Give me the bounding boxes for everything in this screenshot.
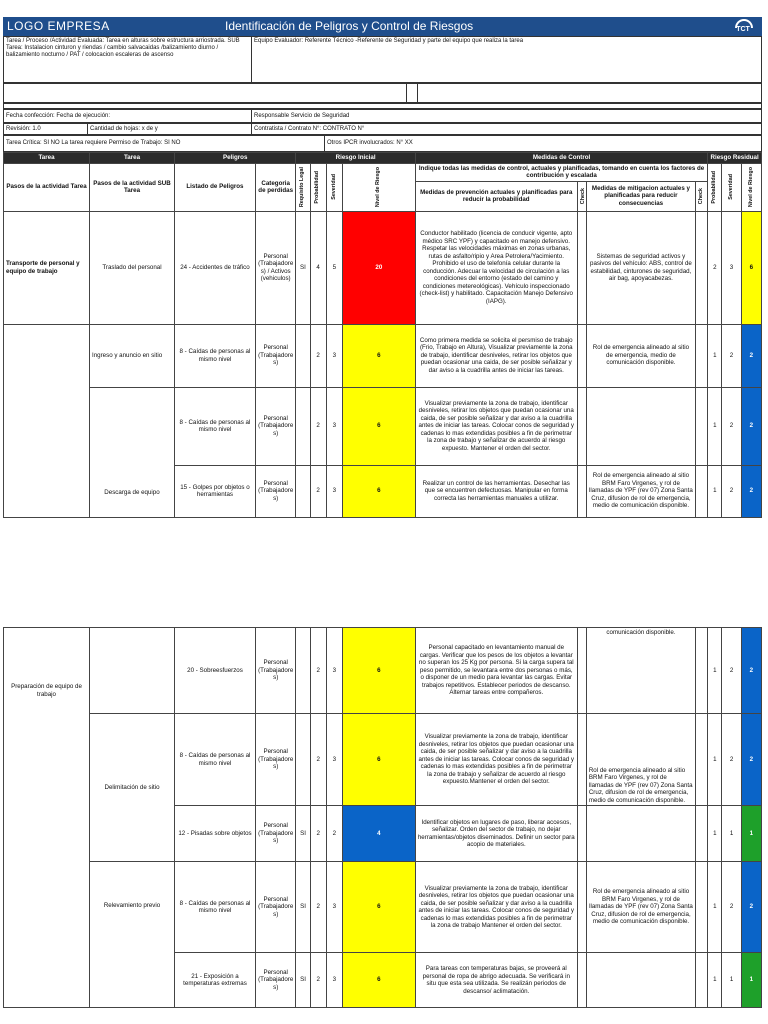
cell-peligro: 8 - Caídas de personas al mismo nivel bbox=[174, 387, 255, 465]
cell-peligro: 8 - Caídas de personas al mismo nivel bbox=[175, 714, 256, 806]
hdr-listado: Listado de Peligros bbox=[174, 163, 255, 211]
cell-nivel: 6 bbox=[342, 324, 415, 387]
table-row bbox=[4, 387, 762, 465]
cell-mit: Rol de emergencia alineado al sitio BRM Faro Virgenes, y rol de llamadas de YPF (rev 07) Zona Santa Cruz, difusion de rol de emergencia, medio de comunicación disponible. bbox=[586, 465, 695, 517]
cell-s: 3 bbox=[326, 953, 342, 1008]
cell-s: 3 bbox=[326, 862, 342, 953]
cell-rn: 6 bbox=[741, 211, 761, 324]
cell-tarea: Preparación de equipo de trabajo bbox=[4, 628, 90, 1008]
cell-nivel: 6 bbox=[342, 628, 415, 714]
hdr-check bbox=[577, 181, 586, 211]
table-row bbox=[4, 628, 762, 714]
cell-mit bbox=[586, 806, 695, 862]
cell-nivel: 6 bbox=[342, 465, 415, 517]
cell-rp: 1 bbox=[708, 953, 722, 1008]
cell-sub: Ingreso y anuncio en sitio bbox=[90, 324, 175, 387]
cell-legal: SI bbox=[296, 953, 310, 1008]
cell-nivel: 20 bbox=[342, 211, 415, 324]
cell-rn: 2 bbox=[741, 628, 761, 714]
cell-rp: 1 bbox=[708, 324, 722, 387]
cell-mit bbox=[586, 387, 695, 465]
cell-prev: Realizar un control de las herramientas. Desechar las que se encuentren defectuosas. Manipular en forma correcta las herramientas manuales a utilizar. bbox=[415, 465, 577, 517]
hdr-probabilidad-text: Probabilidad bbox=[314, 170, 321, 204]
hdr-probabilidad2-text: Probabilidad bbox=[711, 170, 718, 204]
cell-rs: 2 bbox=[722, 324, 741, 387]
cell-peligro: 24 - Accidentes de tráfico bbox=[174, 211, 255, 324]
cell-nivel: 4 bbox=[342, 806, 415, 862]
cell-rs: 3 bbox=[722, 211, 741, 324]
confection-date: Fecha confección: Fecha de ejecución: bbox=[3, 109, 252, 123]
cell-legal bbox=[296, 628, 310, 714]
cell-rp: 1 bbox=[708, 806, 722, 862]
col-tarea2: Tarea bbox=[90, 153, 175, 164]
cell-rn: 1 bbox=[741, 806, 761, 862]
blank-row-c bbox=[417, 83, 762, 103]
cell-cat: Personal (Trabajadores) bbox=[255, 953, 295, 1008]
cell-check2 bbox=[696, 953, 708, 1008]
cell-legal bbox=[296, 465, 310, 517]
cell-rs: 2 bbox=[722, 862, 741, 953]
cell-check bbox=[577, 211, 586, 324]
cell-p: 2 bbox=[310, 465, 326, 517]
cell-p: 2 bbox=[310, 862, 326, 953]
cell-check bbox=[577, 714, 586, 806]
hdr-probabilidad2 bbox=[708, 163, 722, 211]
cell-check2 bbox=[696, 806, 708, 862]
cell-cat: Personal (Trabajadores) bbox=[255, 806, 295, 862]
cell-cat: Personal (Trabajadores) bbox=[255, 862, 295, 953]
cell-s: 5 bbox=[326, 211, 342, 324]
cell-nivel: 6 bbox=[342, 862, 415, 953]
cell-prev: Personal capacitado en levantamiento manual de cargas. Verificar que los pesos de los objetos a levantar no superan los 25 Kg por persona. Si la carga supera tal peso permitido, se levantara entre dos personas o más, o disponer de un medio para levantar las cargas. Evitar trabajos repetitivos. Establecer periodos de descanso. Alternar tareas entre compañeros. bbox=[415, 628, 577, 714]
cell-mit: Sistemas de seguridad activos y pasivos del vehículo: ABS, control de estabilidad, cinturones de seguridad, air bag, apoyacabezas. bbox=[586, 211, 695, 324]
header-bar bbox=[3, 17, 762, 36]
hdr-probabilidad bbox=[310, 163, 326, 211]
risk-table-page1 bbox=[3, 152, 762, 518]
cell-rs: 1 bbox=[722, 806, 741, 862]
cell-s: 3 bbox=[326, 628, 342, 714]
cell-check2 bbox=[696, 862, 708, 953]
cell-check2 bbox=[696, 628, 708, 714]
cell-prev: Para tareas con temperaturas bajas, se proveerá al personal de ropa de abrigo adecuada. Se verificará in situ que esta sea utilizada. Se realizán periodos de descanso/ aclimatación. bbox=[415, 953, 577, 1008]
cell-tarea: Transporte de personal y equipo de trabajo bbox=[4, 211, 90, 324]
cell-check bbox=[577, 953, 586, 1008]
cell-legal: SI bbox=[296, 211, 310, 324]
cell-mit: comunicación disponible. bbox=[586, 628, 695, 714]
cell-mit bbox=[586, 953, 695, 1008]
hdr-pasos: Pasos de la actividad Tarea bbox=[4, 163, 90, 211]
hdr-nivel bbox=[342, 163, 415, 211]
cell-cat: Personal (Trabajadores) / Activos (vehiculos) bbox=[255, 211, 295, 324]
cell-sub: Descarga de equipo bbox=[90, 387, 175, 517]
cell-nivel: 6 bbox=[342, 714, 415, 806]
cell-nivel: 6 bbox=[342, 953, 415, 1008]
cell-check bbox=[577, 387, 586, 465]
hdr-nivel2 bbox=[741, 163, 761, 211]
cell-s: 3 bbox=[326, 324, 342, 387]
hdr-pasos-sub: Pasos de la actividad SUB Tarea bbox=[90, 163, 175, 211]
table-row bbox=[4, 211, 762, 324]
cell-check2 bbox=[696, 465, 708, 517]
cell-rs: 1 bbox=[722, 953, 741, 1008]
cell-p: 2 bbox=[310, 387, 326, 465]
table-row bbox=[4, 324, 762, 387]
cell-p: 2 bbox=[310, 628, 326, 714]
cell-peligro: 12 - Pisadas sobre objetos bbox=[175, 806, 256, 862]
cell-check bbox=[577, 862, 586, 953]
cell-rn: 2 bbox=[741, 862, 761, 953]
cell-rn: 1 bbox=[741, 953, 761, 1008]
contract: Contratista / Contrato N°: CONTRATO N° bbox=[251, 123, 762, 135]
cell-mit: Rol de emergencia alineado al sitio de emergencia, medio de comunicación disponible. bbox=[586, 324, 695, 387]
cell-rp: 1 bbox=[708, 714, 722, 806]
hdr-check2 bbox=[696, 181, 708, 211]
company-logo: LOGO EMPRESA bbox=[7, 19, 110, 33]
cell-p: 2 bbox=[310, 806, 326, 862]
cell-mit: Rol de emergencia alineado al sitio BRM Faro Virgenes, y rol de llamadas de YPF (rev 07) Zona Santa Cruz, difusion de rol de emergencia, medio de comunicación disponible. bbox=[586, 714, 695, 806]
risk-table-page2 bbox=[3, 627, 762, 1008]
critical-task: Tarea Crítica: SI NO La tarea requiere Permiso de Trabajo: SI NO bbox=[3, 135, 325, 152]
cell-rp: 1 bbox=[708, 862, 722, 953]
hdr-nivel2-text: Nivel de Riesgo bbox=[747, 166, 754, 208]
table-row bbox=[4, 714, 762, 806]
hdr-check-text: Check bbox=[579, 187, 586, 205]
cell-cat: Personal (Trabajadores) bbox=[255, 628, 295, 714]
cell-peligro: 20 - Sobreesfuerzos bbox=[175, 628, 256, 714]
col-tarea: Tarea bbox=[4, 153, 90, 164]
cell-legal bbox=[296, 387, 310, 465]
cell-rp: 1 bbox=[708, 628, 722, 714]
tct-logo-icon: TCT bbox=[732, 18, 754, 35]
cell-rs: 2 bbox=[722, 714, 741, 806]
hdr-severidad-text: Severidad bbox=[330, 174, 337, 200]
cell-cat: Personal (Trabajadores) bbox=[255, 324, 295, 387]
cell-rs: 2 bbox=[722, 465, 741, 517]
cell-prev: Como primera medida se solicita el persmiso de trabajo (Frio, Trabajo en Altura), Visualizar previamente la zona de trabajo, identificar desniveles, retirar los objetos que puedan ocasionar una caida, de ser posible señalizar y dar aviso a la cuadrilla antes de iniciar las tareas. bbox=[415, 324, 577, 387]
col-peligros: Peligros bbox=[174, 153, 295, 164]
revision: Revisión: 1.0 bbox=[3, 123, 88, 135]
cell-prev: Identificar objetos en lugares de paso, liberar accesos, señalizar. Orden del sector de trabajo, no dejar herramientas/objetos diseminados. Definir un sector para acopio de materiales. bbox=[415, 806, 577, 862]
cell-sub: Relevamiento previo bbox=[90, 862, 175, 1008]
cell-rs: 2 bbox=[722, 628, 741, 714]
cell-check2 bbox=[696, 387, 708, 465]
col-riesgo-inicial: Riesgo Inicial bbox=[296, 153, 415, 164]
task-info: Tarea / Proceso /Actividad Evaluada: Tarea en alturas sobre estructura arriostrada. SUB Tarea: Instalacion cinturon y riendas / cambio salvacaidas /balizamiento diurno / balizamiento nocturno / PAT / colocacion escaleras de ascenso bbox=[3, 36, 252, 83]
hdr-requisito-text: Requisito Legal bbox=[299, 166, 306, 208]
cell-prev: Visualizar previamente la zona de trabajo, identificar desniveles, retirar los objetos que puedan ocasionar una caida, de ser posible señalizar y dar aviso a la cuadrilla antes de iniciar las tareas. Colocar conos de seguridad y cadenas lo mas extendidas posibles a fin de perimetrar la zona de trabajo y señalizar de acuerdo al riesgo expuesto.Mantener el orden del sector. bbox=[415, 714, 577, 806]
hdr-nivel-text: Nivel de Riesgo bbox=[375, 166, 382, 208]
hdr-categoria: Categoria de perdidas bbox=[255, 163, 295, 211]
hdr-indique: Indique todas las medidas de control, actuales y planificadas, tomando en cuenta los factores de contribución y escalada bbox=[415, 163, 707, 181]
blank-row-a bbox=[3, 83, 407, 103]
col-medidas: Medidas de Control bbox=[415, 153, 707, 164]
cell-rp: 1 bbox=[708, 465, 722, 517]
cell-rn: 2 bbox=[741, 465, 761, 517]
cell-tarea bbox=[4, 324, 90, 517]
cell-rn: 2 bbox=[741, 714, 761, 806]
cell-p: 2 bbox=[310, 324, 326, 387]
cell-check bbox=[577, 465, 586, 517]
col-riesgo-residual: Riesgo Residual bbox=[708, 153, 762, 164]
page-title: Identificación de Peligros y Control de Riesgos bbox=[225, 19, 474, 33]
cell-rp: 1 bbox=[708, 387, 722, 465]
cell-check2 bbox=[696, 324, 708, 387]
hdr-prevencion: Medidas de prevención actuales y planificadas para reducir la probabilidad bbox=[415, 181, 577, 211]
hdr-check2-text: Check bbox=[698, 187, 705, 205]
cell-cat: Personal (Trabajadores) bbox=[255, 387, 295, 465]
cell-rs: 2 bbox=[722, 387, 741, 465]
cell-p: 2 bbox=[310, 714, 326, 806]
cell-prev: Conductor habilitado (licencia de conducir vigente, apto médico SRC YPF) y capacitado en manejo defensivo. Respetar las velocidades máximas en zonas urbanas, rutas de asfalto/ripio y Area Petrolera/Yacimiento. Prohibido el uso de telefonía celular durante la conducción. Adecuar la velocidad de circulación a las condiciones del entorno (estado del camino y condiciones metereológicas). Vehículo inspeccionado (check-list) y habilitado. Capacitación Manejo Defensivo (IAPG). bbox=[415, 211, 577, 324]
cell-cat: Personal (Trabajadores) bbox=[255, 714, 295, 806]
cell-legal: SI bbox=[296, 806, 310, 862]
cell-peligro: 21 - Exposición a temperaturas extremas bbox=[175, 953, 256, 1008]
cell-legal bbox=[296, 714, 310, 806]
other-ipcr: Otros IPCR involucrados: N° XX bbox=[324, 135, 762, 152]
cell-rn: 2 bbox=[741, 387, 761, 465]
cell-check2 bbox=[696, 211, 708, 324]
cell-peligro: 8 - Caídas de personas al mismo nivel bbox=[175, 862, 256, 953]
cell-sub: Delimitación de sitio bbox=[90, 714, 175, 862]
hdr-severidad bbox=[326, 163, 342, 211]
cell-sub bbox=[90, 628, 175, 714]
cell-legal bbox=[296, 324, 310, 387]
cell-prev: Visualizar previamente la zona de trabajo, identificar desniveles, retirar los objetos que puedan ocasionar una caida, de ser posible señalizar y dar aviso a la cuadrilla antes de iniciar las tareas. Colocar conos de seguridad y cadenas lo mas extendidas posibles a fin de perimetrar la zona de trabajo Mantener el orden del sector. bbox=[415, 862, 577, 953]
cell-p: 2 bbox=[310, 953, 326, 1008]
cell-check bbox=[577, 628, 586, 714]
cell-mit: Rol de emergencia alineado al sitio BRM Faro Virgenes, y rol de llamadas de YPF (rev 07) Zona Santa Cruz, difusion de rol de emergencia, medio de comunicación disponible. bbox=[586, 862, 695, 953]
responsible: Responsable Servicio de Seguridad bbox=[251, 109, 762, 123]
hdr-severidad2 bbox=[722, 163, 741, 211]
cell-s: 2 bbox=[326, 806, 342, 862]
hdr-requisito bbox=[296, 163, 310, 211]
cell-check bbox=[577, 806, 586, 862]
table-row bbox=[4, 862, 762, 953]
cell-cat: Personal (Trabajadores) bbox=[255, 465, 295, 517]
cell-s: 3 bbox=[326, 465, 342, 517]
sheet-count: Cantidad de hojas: x de y bbox=[87, 123, 252, 135]
hdr-mitigacion: Medidas de mitigacion actuales y planificadas para reducir consecuencias bbox=[586, 181, 695, 211]
cell-s: 3 bbox=[326, 714, 342, 806]
cell-rp: 2 bbox=[708, 211, 722, 324]
cell-nivel: 6 bbox=[342, 387, 415, 465]
cell-rn: 2 bbox=[741, 324, 761, 387]
cell-peligro: 8 - Caídas de personas al mismo nivel bbox=[174, 324, 255, 387]
cell-check2 bbox=[696, 714, 708, 806]
cell-p: 4 bbox=[310, 211, 326, 324]
evaluator-info: Equipo Evaluador: Referente Técnico -Referente de Seguridad y parte del equipo que realiza la tarea bbox=[251, 36, 762, 83]
cell-check bbox=[577, 324, 586, 387]
cell-sub: Traslado del personal bbox=[90, 211, 175, 324]
hdr-severidad2-text: Severidad bbox=[727, 174, 734, 200]
cell-prev: Visualizar previamente la zona de trabajo, identificar desniveles, retirar los objetos que puedan ocasionar una caida, de ser posible señalizar y dar aviso a la cuadrilla antes de iniciar las tareas. Colocar conos de seguridad y cadenas lo mas extendidas posibles a fin de perimetrar la zona de trabajo y señalizar de acuerdo al riesgo expuesto. Mantener el orden del sector. bbox=[415, 387, 577, 465]
cell-legal: SI bbox=[296, 862, 310, 953]
cell-peligro: 15 - Golpes por objetos o herramientas bbox=[174, 465, 255, 517]
cell-s: 3 bbox=[326, 387, 342, 465]
